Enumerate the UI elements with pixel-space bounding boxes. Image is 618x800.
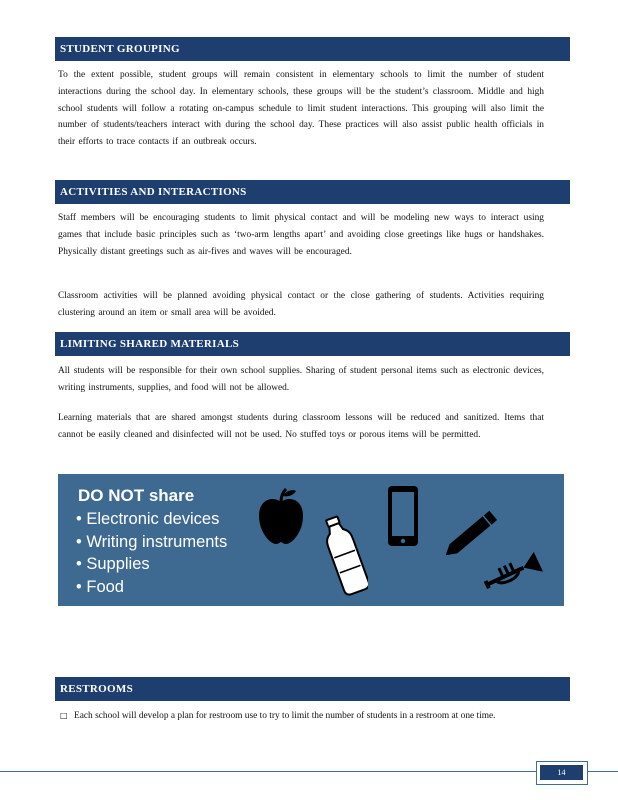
section-heading-activities: ACTIVITIES AND INTERACTIONS xyxy=(55,180,570,204)
trumpet-icon xyxy=(480,548,548,594)
banner-item-electronic-devices: • Electronic devices xyxy=(76,510,220,528)
banner-item-writing-instruments: • Writing instruments xyxy=(76,532,228,551)
banner-item-food: • Food xyxy=(76,577,124,596)
section-heading-student-grouping: STUDENT GROUPING xyxy=(55,37,570,61)
restrooms-bullet-text: Each school will develop a plan for restroom use to try to limit the number of students in a restroom at one time. xyxy=(74,711,496,721)
banner-item-supplies: • Supplies xyxy=(76,555,150,573)
bullet-marker-icon: □ xyxy=(60,711,68,720)
water-bottle-icon xyxy=(322,514,368,596)
restrooms-bullet-item xyxy=(60,708,544,725)
banner-title: DO NOT share xyxy=(78,486,195,505)
banner-list xyxy=(76,508,227,598)
materials-paragraph-2: Learning materials that are shared amongst students during classroom lessons will be reduced and sanitized. Items that cannot be easily cleaned and disinfected will not be used. No stuffed toys or porous items will be permitted. xyxy=(58,413,544,440)
footer-rule xyxy=(0,771,618,772)
activities-paragraph-2: Classroom activities will be planned avoiding physical contact or the close gathering of students. Activities requiring clustering around an item or small area will be avoided. xyxy=(58,291,544,318)
section-heading-restrooms: RESTROOMS xyxy=(55,677,570,701)
do-not-share-banner xyxy=(58,474,564,606)
student-grouping-paragraph: To the extent possible, student groups will remain consistent in elementary schools to limit the number of student interactions during the school day. In elementary schools, these groups will be the student’s classroom. Middle and high school students will follow a rotating on-campus schedule to limit student interactions. This grouping will also limit the number of students/teachers interact with during the school day. These practices will also assist public health officials in their efforts to trace contacts if an outbreak occurs. xyxy=(58,70,544,148)
materials-paragraph-1: All students will be responsible for their own school supplies. Sharing of student personal items such as electronic devices, writing instruments, supplies, and food will not be allowed. xyxy=(58,366,544,393)
page-number-box xyxy=(536,761,588,785)
smartphone-icon xyxy=(386,484,420,548)
section-heading-shared-materials: LIMITING SHARED MATERIALS xyxy=(55,332,570,356)
activities-paragraph-1: Staff members will be encouraging students to limit physical contact and will be modeling new ways to interact using games that include basic principles such as ‘two-arm lengths apart’ and avoiding close greetings like hugs or handshakes. Physically distant greetings such as air-fives and waves will be encouraged. xyxy=(58,213,544,257)
page-number: 14 xyxy=(540,765,583,780)
apple-icon xyxy=(256,488,306,546)
